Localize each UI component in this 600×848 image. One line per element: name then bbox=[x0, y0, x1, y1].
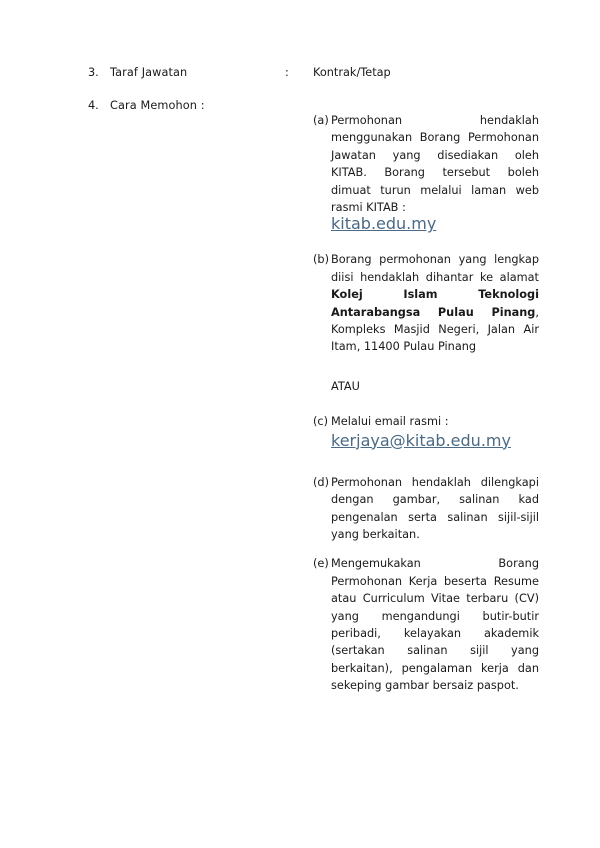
item-3-value: Kontrak/Tetap bbox=[313, 66, 391, 79]
item-3-colon: : bbox=[285, 66, 289, 79]
item-4-number: 4. bbox=[88, 99, 99, 112]
list-item-b-text-before: Borang permohonan yang lengkap diisi hendaklah dihantar ke alamat bbox=[331, 253, 539, 284]
list-item-a-link-line bbox=[313, 214, 539, 233]
list-item-c-link-line bbox=[313, 431, 539, 450]
numbered-item-3 bbox=[88, 64, 187, 81]
list-item-c bbox=[313, 413, 539, 430]
item-3-number: 3. bbox=[88, 66, 99, 79]
list-item-a-marker: (a) bbox=[313, 114, 329, 127]
list-item-e bbox=[313, 555, 539, 694]
lettered-list bbox=[313, 112, 539, 695]
list-item-d-marker: (d) bbox=[313, 475, 329, 489]
list-item-c-text: Melalui email rasmi : bbox=[331, 415, 449, 429]
item-3-label: Taraf Jawatan bbox=[110, 66, 188, 79]
list-item-e-text: Mengemukakan Borang Permohonan Kerja beserta Resume atau Curriculum Vitae terbaru (CV) yang mengandungi butir-butir peribadi, kelayakan akademik (sertakan salinan sijil yang berkaitan), pengalaman kerja dan sekeping gambar bersaiz paspot. bbox=[331, 557, 539, 693]
list-item-b-marker: (b) bbox=[313, 253, 329, 267]
list-item-d bbox=[313, 474, 539, 544]
list-item-c-marker: (c) bbox=[313, 415, 329, 429]
list-item-b-text-after: , Kompleks Masjid Negeri, Jalan Air Itam, 11400 Pulau Pinang bbox=[331, 305, 539, 354]
alternative-separator: ATAU bbox=[331, 379, 360, 393]
list-item-b-institution-name: Kolej Islam Teknologi Antarabangsa Pulau Pinang bbox=[331, 288, 539, 319]
list-item-b bbox=[313, 251, 539, 355]
website-link[interactable]: kitab.edu.my bbox=[331, 214, 437, 234]
list-item-a-text: Permohonan hendaklah menggunakan Borang Permohonan Jawatan yang disediakan oleh KITAB. Borang tersebut boleh dimuat turun melalui laman web rasmi KITAB : bbox=[331, 114, 539, 215]
list-item-d-text: Permohonan hendaklah dilengkapi dengan gambar, salinan kad pengenalan serta salinan sijil-sijil yang berkaitan. bbox=[331, 475, 539, 541]
list-item-e-marker: (e) bbox=[313, 557, 329, 571]
item-4-label: Cara Memohon : bbox=[110, 99, 205, 112]
email-link[interactable]: kerjaya@kitab.edu.my bbox=[331, 430, 511, 450]
numbered-item-4 bbox=[88, 97, 205, 114]
list-item-a bbox=[313, 112, 539, 216]
